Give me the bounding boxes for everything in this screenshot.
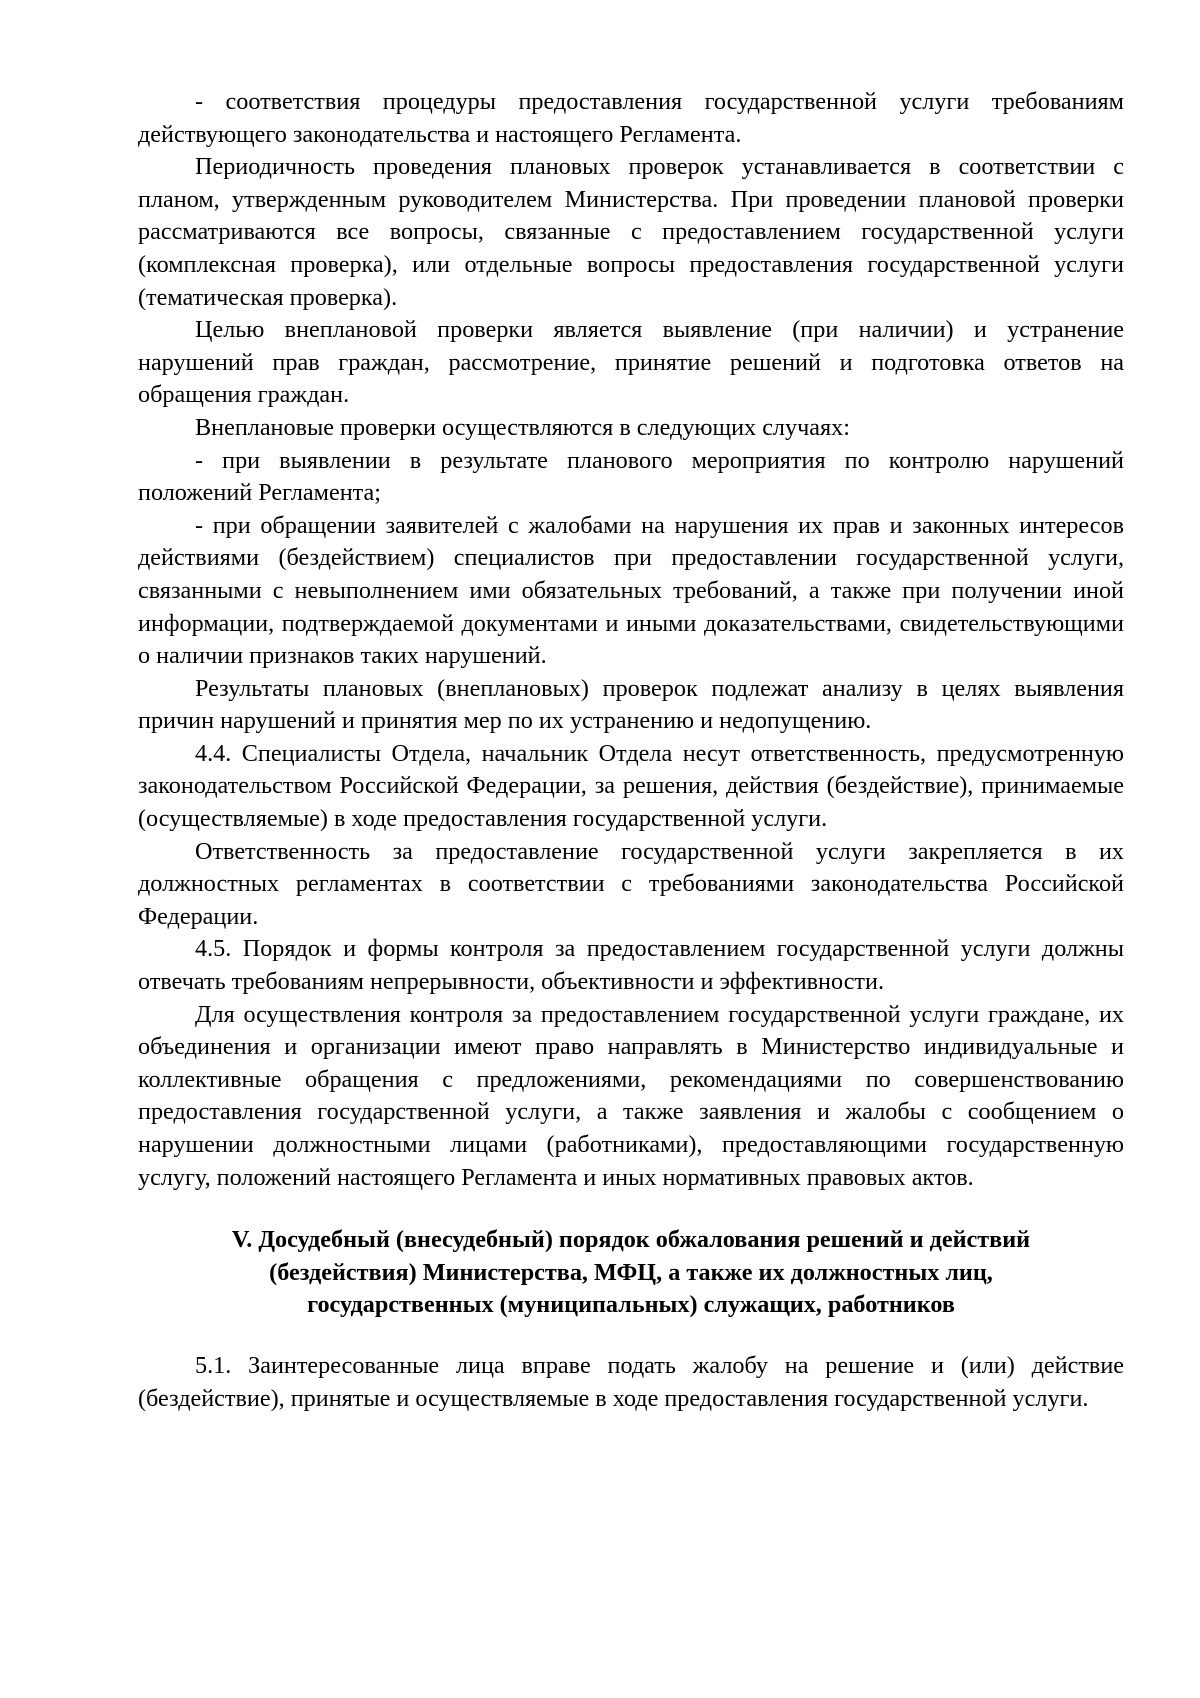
paragraph: 5.1. Заинтересованные лица вправе подать жалобу на решение и (или) действие (бездействие), принятые и осуществляемые в ходе предоставления государственной услуги. bbox=[138, 1351, 1124, 1412]
paragraph: Периодичность проведения плановых проверок устанавливается в соответствии с планом, утвержденным руководителем Министерства. При проведении плановой проверки рассматриваются все вопросы, связанные с предоставлением государственной услуги (комплексная проверка), или отдельные вопросы предоставления государственной услуги (тематическая проверка). bbox=[138, 153, 1124, 311]
document-page bbox=[138, 86, 1124, 1415]
paragraph: - соответствия процедуры предоставления государственной услуги требованиям действующего законодательства и настоящего Регламента. bbox=[138, 88, 1124, 148]
paragraph: 4.4. Специалисты Отдела, начальник Отдела несут ответственность, предусмотренную законодательством Российской Федерации, за решения, действия (бездействие), принимаемые (осуществляемые) в ходе предоставления государственной услуги. bbox=[138, 739, 1124, 833]
section-heading-line: V. Досудебный (внесудебный) порядок обжалования решений и действий bbox=[231, 1226, 1031, 1254]
section-heading-line: государственных (муниципальных) служащих, работников bbox=[307, 1291, 955, 1319]
section-heading bbox=[138, 1224, 1124, 1322]
paragraph: - при обращении заявителей с жалобами на нарушения их прав и законных интересов действиями (бездействием) специалистов при предоставлении государственной услуги, связанными с невыполнением ими обязательных требований, а также при получении иной информации, подтверждаемой документами и иными доказательствами, свидетельствующими о наличии признаков таких нарушений. bbox=[138, 511, 1124, 670]
paragraph: Для осуществления контроля за предоставлением государственной услуги граждане, их объединения и организации имеют право направлять в Министерство индивидуальные и коллективные обращения с предложениями, рекомендациями по совершенствованию предоставления государственной услуги, а также заявления и жалобы с сообщением о нарушении должностными лицами (работниками), предоставляющими государственную услугу, положений настоящего Регламента и иных нормативных правовых актов. bbox=[138, 1000, 1124, 1191]
paragraph: Внеплановые проверки осуществляются в следующих случаях: bbox=[195, 413, 850, 441]
paragraph: Результаты плановых (внеплановых) проверок подлежат анализу в целях выявления причин нарушений и принятия мер по их устранению и недопущению. bbox=[138, 674, 1124, 735]
paragraph: 4.5. Порядок и формы контроля за предоставлением государственной услуги должны отвечать требованиям непрерывности, объективности и эффективности. bbox=[138, 935, 1124, 996]
paragraph: - при выявлении в результате планового мероприятия по контролю нарушений положений Регламента; bbox=[138, 446, 1124, 507]
paragraph: Ответственность за предоставление государственной услуги закрепляется в их должностных регламентах в соответствии с требованиями законодательства Российской Федерации. bbox=[138, 837, 1124, 930]
section-heading-line: (бездействия) Министерства, МФЦ, а также их должностных лиц, bbox=[269, 1258, 993, 1286]
paragraph: Целью внеплановой проверки является выявление (при наличии) и устранение нарушений прав граждан, рассмотрение, принятие решений и подготовка ответов на обращения граждан. bbox=[138, 316, 1124, 409]
